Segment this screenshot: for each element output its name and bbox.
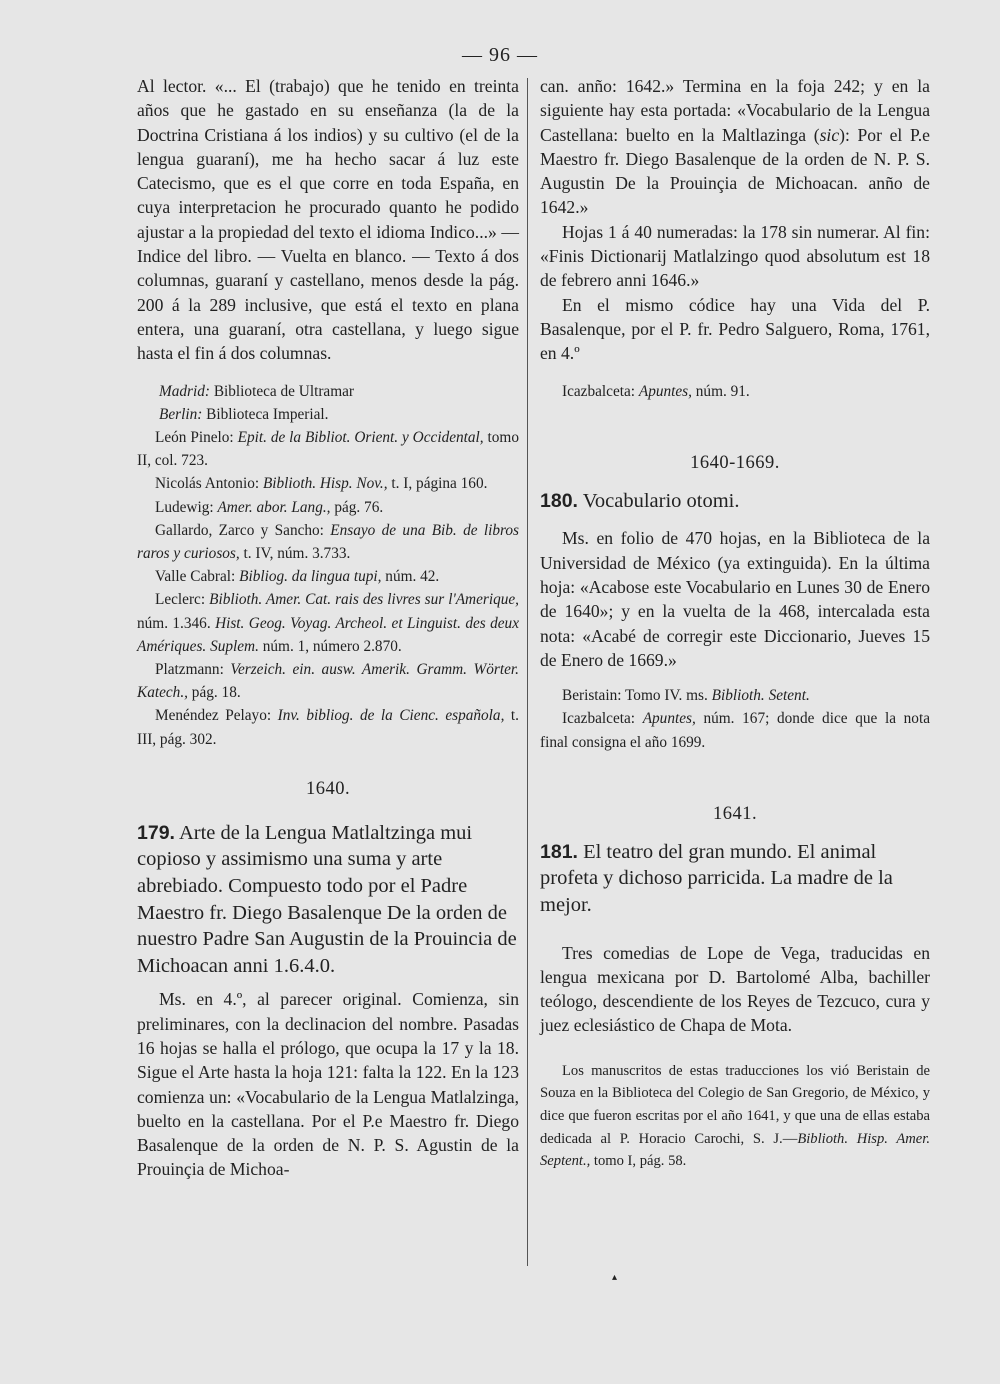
column-divider [527,78,528,1266]
reference-item: Nicolás Antonio: Biblioth. Hisp. Nov., t. I, página 160. [155,475,488,493]
left-column [137,74,519,1182]
entry-179-hojas: Hojas 1 á 40 numeradas: la 178 sin numerar. Al fin: «Finis Dictionarij Matlalzingo quod absolutum est 18 de febrero anni 1646.» [540,221,930,291]
entry-181-title: 181. El teatro del gran mundo. El animal profeta y dichoso parricida. La madre de la mejor. [540,840,893,916]
reference-item: Menéndez Pelayo: Inv. bibliog. de la Cienc. española, t. III, pág. 302. [137,707,519,748]
page-number: — 96 — [462,44,538,66]
year-heading-1641: 1641. [712,803,758,824]
reference-item: León Pinelo: Epit. de la Bibliot. Orient. y Occidental, tomo II, col. 723. [137,428,519,470]
entry-179-codice: En el mismo códice hay una Vida del P. Basalenque, por el P. fr. Pedro Salguero, Roma, 1761, en 4.º [540,294,930,364]
reference-item: Gallardo, Zarco y Sancho: Ensayo de una Bib. de libros raros y curiosos, t. IV, núm. 3.733. [137,521,520,562]
right-column [540,74,930,1173]
entry-181-body: Tres comedias de Lope de Vega, traducidas en lengua mexicana por D. Bartolomé Alba, bachiller teólogo, descendiente de los Reyes de Tezcuco, cura y juez eclesiástico de Chapa de Mota. [540,942,930,1036]
reference-item: Valle Cabral: Bibliog. da lingua tupi, núm. 42. [155,568,440,586]
entry-179-title: 179. Arte de la Lengua Matlaltzinga mui copioso y assimismo una suma y arte abrebiado. Compuesto todo por el Padre Maestro fr. Diego Basalenque De la orden de nuestro Padre San Augustin de la Prouincia de Michoacan anni 1.6.4.0. [137,821,517,977]
year-heading-1640-1669: 1640-1669. [690,452,780,473]
entry-number: 180. [540,489,578,512]
entry-180-body: Ms. en folio de 470 hojas, en la Biblioteca de la Universidad de México (ya extinguida). En la última hoja: «Acabose este Vocabulario en Lunes 30 de Enero de 1640»; y en la vuelta de la 468, intercalada esta nota: «Acabé de corregir este Diccionario, Jueves 15 de Enero de 1669.» [540,528,930,670]
entry-180-reference: Icazbalceta: Apuntes, núm. 167; donde dice que la nota final consigna el año 1699. [540,710,930,751]
year-heading-1640: 1640. [305,778,351,799]
entry-number: 181. [540,840,578,863]
entry-number: 179. [137,821,175,844]
entry-180-reference: Beristain: Tomo IV. ms. Biblioth. Setent. [562,687,810,705]
printer-mark: ▴ [612,1272,618,1283]
reference-item: Platzmann: Verzeich. ein. ausw. Amerik. Gramm. Wörter. Katech., pág. 18. [137,661,519,702]
entry-181-note: Los manuscritos de estas traducciones los vió Beristain de Souza en la Biblioteca del Colegio de San Gregorio, de México, y dice que fueron escritas por el año 1641, y que una de ellas estaba dedicada al P. Horacio Carochi, S. J.—Biblioth. Hisp. Amer. Septent., tomo I, pág. 58. [540,1062,930,1170]
reference-item: Leclerc: Biblioth. Amer. Cat. rais des livres sur l'Amerique, núm. 1.346. Hist. Geog. Voyag. Archeol. et Linguist. des deux Amériques. Suplem. núm. 1, número 2.870. [137,591,520,655]
entry-179-body: Ms. en 4.º, al parecer original. Comienza, sin preliminares, con la declinacion del nombre. Pasadas 16 hojas se halla el prólogo, que ocupa la 17 y la 18. Sigue el Arte hasta la hoja 121: falta la 122. En la 123 comienza un: «Vocabulario de la Lengua Matlalzinga, buelto en la castellana. Por el P.e Maestro fr. Diego Basalenque de la orden de N. P. S. Agustin de la Prouinçia de Michoa- [137,989,519,1180]
entry-180-title: 180. Vocabulario otomi. [540,489,740,512]
reference-item: Ludewig: Amer. abor. Lang., pág. 76. [155,498,384,516]
entry-179-continuation: can. anño: 1642.» Termina en la foja 242; y en la siguiente hay esta portada: «Vocabulario de la Lengua Castellana: buelto en la Maltlazinga (sic): Por el P.e Maestro fr. Diego Basalenque de la orden de N. P. S. Augustin De la Prouinçia de Michoacan. anño de 1642.» [540,76,930,218]
reference-item: Madrid: Biblioteca de Ultramar [159,382,354,400]
intro-paragraph: Al lector. «... El (trabajo) que he tenido en treinta años que he gastado en su enseñanza (la de la Doctrina Cristiana á los indios) y su cultivo (el de la lengua guaraní), me ha hecho sacar á luz este Catecismo, que es el que corre en toda España, en cuya interpretacion he procurado quanto he podido ajustar a la propiedad del texto el idioma Indico...» — Indice del libro. — Vuelta en blanco. — Texto á dos columnas, guaraní y castellano, menos desde la pág. 200 á la 289 inclusive, que está el texto en plana entera, una guaraní, otra castellana, y luego sigue hasta el fin á dos columnas. [137,76,519,364]
reference-item: Berlin: Biblioteca Imperial. [159,405,329,423]
entry-179-reference: Icazbalceta: Apuntes, núm. 91. [562,382,750,400]
references-list [137,380,519,751]
